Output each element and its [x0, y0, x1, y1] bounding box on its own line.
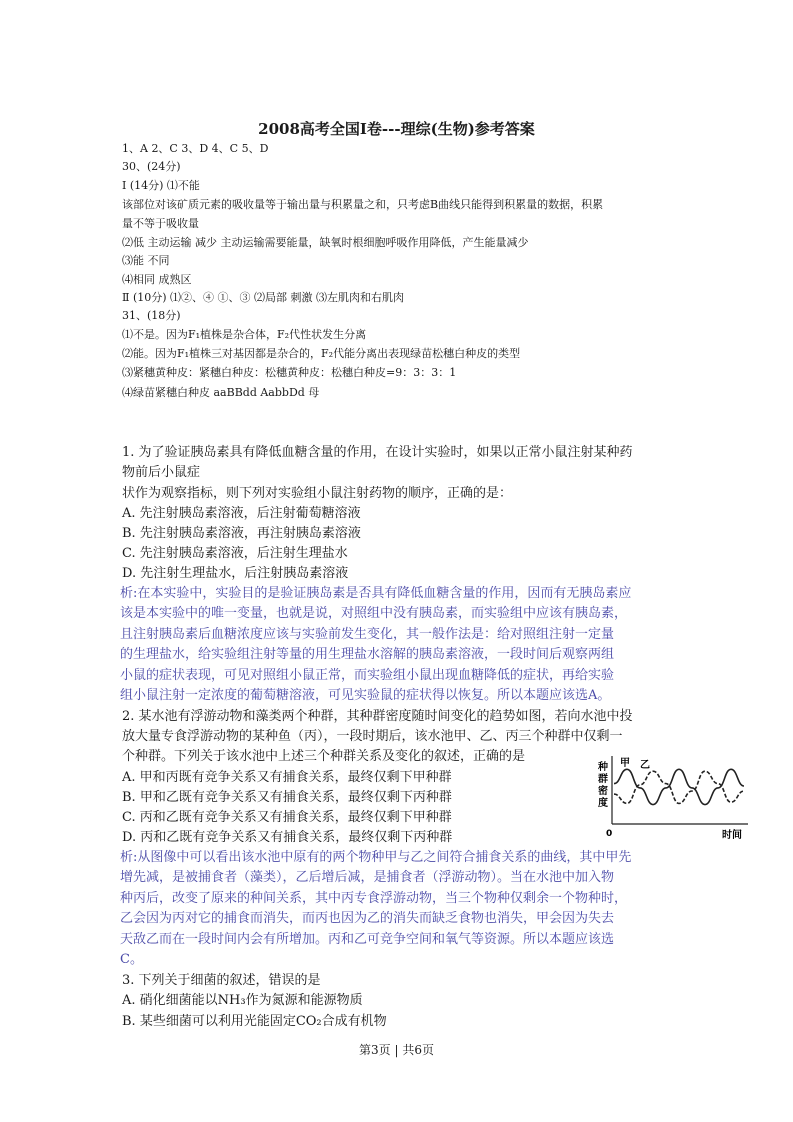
- answer-line: 31、(18分): [122, 309, 181, 322]
- question-1-line: 状作为观察指标，则下列对实验组小鼠注射药物的顺序，正确的是：: [122, 486, 513, 501]
- y-axis-label-char: 群: [598, 774, 608, 785]
- question-1-option-d: D. 先注射生理盐水，后注射胰岛素溶液: [122, 566, 349, 581]
- answer-line: Ⅰ (14分) ⑴不能: [122, 179, 200, 192]
- y-axis-label-char: 度: [598, 798, 608, 809]
- question-1-explanation-line: 析:在本实验中，实验目的是验证胰岛素是否具有降低血糖含量的作用，因而有无胰岛素应: [120, 586, 632, 601]
- question-2-explanation-line: 析:从图像中可以看出该水池中原有的两个物种甲与乙之间符合捕食关系的曲线，其中甲先: [120, 850, 632, 865]
- question-2-option-d: D. 丙和乙既有竞争关系又有捕食关系，最终仅剩下丙种群: [122, 830, 453, 845]
- answer-line: 30、(24分): [122, 160, 181, 173]
- question-1-line: 物前后小鼠症: [122, 465, 201, 480]
- question-2-option-a: A. 甲和丙既有竞争关系又有捕食关系，最终仅剩下甲种群: [122, 770, 452, 785]
- question-1-explanation-line: 且注射胰岛素后血糖浓度应该与实验前发生变化，其一般作法是：给对照组注射一定量: [120, 627, 615, 642]
- population-density-chart: [596, 752, 754, 844]
- question-2-option-c: C. 丙和乙既有竞争关系又有捕食关系，最终仅剩下甲种群: [122, 810, 452, 825]
- question-2-explanation-line: 乙会因为丙对它的捕食而消失，而丙也因为乙的消失而缺乏食物也消失，甲会因为失去: [120, 911, 615, 926]
- answer-line: 该部位对该矿质元素的吸收量等于输出量与积累量之和，只考虑B曲线只能得到积累量的数据，积累: [122, 198, 604, 211]
- question-2-line: 个种群。下列关于该水池中上述三个种群关系及变化的叙述，正确的是: [122, 749, 526, 764]
- question-3-line: 3. 下列关于细菌的叙述，错误的是: [122, 973, 321, 988]
- question-1-option-b: B. 先注射胰岛素溶液，再注射胰岛素溶液: [122, 526, 361, 541]
- question-2-line: 放大量专食浮游动物的某种鱼（丙），一段时期后，该水池甲、乙、丙三个种群中仅剩一: [122, 729, 623, 744]
- question-2-explanation-line: C。: [120, 952, 143, 967]
- answer-line: ⑶紧穗黄种皮：紧穗白种皮：松穗黄种皮：松穗白种皮=9：3：3：1: [122, 366, 457, 379]
- y-axis-label-char: 种: [598, 762, 608, 773]
- answer-line: 1、A 2、C 3、D 4、C 5、D: [122, 142, 269, 155]
- page-footer: 第3页 | 共6页: [359, 1043, 434, 1057]
- question-2-explanation-line: 种丙后，改变了原来的种间关系，其中丙专食浮游动物，当三个物种仅剩余一个物种时，: [120, 891, 628, 906]
- question-1-explanation-line: 组小鼠注射一定浓度的葡萄糖溶液，可见实验鼠的症状得以恢复。所以本题应该选A。: [120, 688, 611, 703]
- question-2-explanation-line: 天敌乙而在一段时间内会有所增加。丙和乙可竞争空间和氧气等资源。所以本题应该选: [120, 932, 615, 947]
- question-2-line: 2. 某水池有浮游动物和藻类两个种群，其种群密度随时间变化的趋势如图，若向水池中投: [122, 709, 633, 724]
- question-1-explanation-line: 的生理盐水，给实验组注射等量的用生理盐水溶解的胰岛素溶液，一段时间后观察两组: [120, 647, 615, 662]
- question-3-option-b: B. 某些细菌可以利用光能固定CO₂合成有机物: [122, 1014, 387, 1029]
- question-2-option-b: B. 甲和乙既有竞争关系又有捕食关系，最终仅剩下丙种群: [122, 790, 452, 805]
- question-2-explanation-line: 增先减，是被捕食者（藻类），乙后增后减，是捕食者（浮游动物）。当在水池中加入物: [120, 870, 615, 885]
- answer-line: ⑵低 主动运输 减少 主动运输需要能量，缺氧时根细胞呼吸作用降低，产生能量减少: [122, 236, 529, 249]
- question-1-explanation-line: 该是本实验中的唯一变量，也就是说，对照组中没有胰岛素，而实验组中应该有胰岛素，: [120, 606, 628, 621]
- answer-line: ⑴不是。因为F₁植株是杂合体，F₂代性状发生分离: [122, 328, 367, 341]
- series-line-jia: [614, 769, 744, 804]
- answer-line: ⑷绿苗紧穗白种皮 aaBBdd AabbDd 母: [122, 386, 320, 399]
- answer-line: ⑷相同 成熟区: [122, 273, 192, 286]
- series-label-jia: 甲: [620, 758, 630, 769]
- answer-line: 量不等于吸收量: [122, 217, 199, 230]
- page-title: 2008高考全国Ⅰ卷---理综(生物)参考答案: [258, 120, 535, 138]
- question-3-option-a: A. 硝化细菌能以NH₃作为氮源和能源物质: [122, 993, 363, 1008]
- origin-label: 0: [606, 829, 613, 839]
- y-axis-label-char: 密: [598, 786, 608, 797]
- answer-line: Ⅱ (10分) ⑴②、④ ①、③ ⑵局部 刺激 ⑶左肌肉和右肌肉: [122, 291, 405, 304]
- x-axis-label: 时间: [722, 830, 742, 841]
- series-line-yi: [614, 771, 744, 803]
- question-1-line: 1. 为了验证胰岛素具有降低血糖含量的作用，在设计实验时，如果以正常小鼠注射某种药: [122, 445, 633, 460]
- series-label-yi: 乙: [640, 760, 650, 771]
- answer-line: ⑵能。因为F₁植株三对基因都是杂合的，F₂代能分离出表现绿苗松穗白种皮的类型: [122, 347, 521, 360]
- question-1-explanation-line: 小鼠的症状表现，可见对照组小鼠正常，而实验组小鼠出现血糖降低的症状，再给实验: [120, 668, 615, 683]
- question-1-option-a: A. 先注射胰岛素溶液，后注射葡萄糖溶液: [122, 506, 361, 521]
- question-1-option-c: C. 先注射胰岛素溶液，后注射生理盐水: [122, 546, 348, 561]
- answer-line: ⑶能 不同: [122, 254, 170, 267]
